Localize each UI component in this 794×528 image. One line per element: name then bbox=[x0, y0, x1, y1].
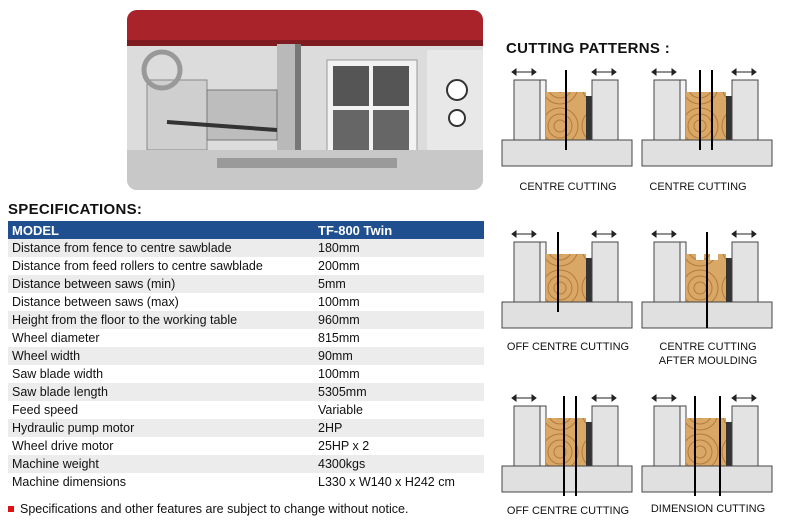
spec-value: 815mm bbox=[314, 329, 484, 347]
cutting-pattern-after-moulding bbox=[640, 228, 776, 332]
specifications-table bbox=[8, 221, 484, 491]
spec-row bbox=[8, 383, 484, 401]
spec-header-row bbox=[8, 221, 484, 239]
machine-photo bbox=[127, 10, 483, 190]
spec-value: 5305mm bbox=[314, 383, 484, 401]
spec-row bbox=[8, 401, 484, 419]
double-arrow-icon bbox=[512, 69, 616, 75]
spec-label: Hydraulic pump motor bbox=[8, 419, 314, 437]
spec-value: 2HP bbox=[314, 419, 484, 437]
spec-row bbox=[8, 419, 484, 437]
pattern-caption: CENTRE CUTTING AFTER MOULDING bbox=[658, 341, 758, 367]
spec-row bbox=[8, 275, 484, 293]
spec-row bbox=[8, 347, 484, 365]
spec-value: Variable bbox=[314, 401, 484, 419]
spec-value: 25HP x 2 bbox=[314, 437, 484, 455]
spec-row bbox=[8, 329, 484, 347]
spec-row bbox=[8, 239, 484, 257]
spec-value: 180mm bbox=[314, 239, 484, 257]
double-arrow-icon bbox=[652, 231, 756, 237]
spec-row bbox=[8, 311, 484, 329]
pattern-caption: OFF CENTRE CUTTING bbox=[506, 505, 630, 517]
cutting-patterns-title: CUTTING PATTERNS : bbox=[506, 40, 670, 57]
spec-value: 4300kgs bbox=[314, 455, 484, 473]
spec-value: 100mm bbox=[314, 293, 484, 311]
spec-label: Distance between saws (max) bbox=[8, 293, 314, 311]
spec-row bbox=[8, 293, 484, 311]
spec-label: Machine dimensions bbox=[8, 473, 314, 491]
spec-row bbox=[8, 473, 484, 491]
spec-value: 960mm bbox=[314, 311, 484, 329]
spec-value: L330 x W140 x H242 cm bbox=[314, 473, 484, 491]
spec-label: Distance from feed rollers to centre sawblade bbox=[8, 257, 314, 275]
spec-row bbox=[8, 437, 484, 455]
spec-header-label: MODEL bbox=[8, 221, 314, 239]
spec-label: Wheel drive motor bbox=[8, 437, 314, 455]
spec-label: Wheel width bbox=[8, 347, 314, 365]
spec-label: Saw blade width bbox=[8, 365, 314, 383]
spec-label: Distance between saws (min) bbox=[8, 275, 314, 293]
pattern-caption: CENTRE CUTTING bbox=[649, 181, 747, 193]
spec-label: Machine weight bbox=[8, 455, 314, 473]
pattern-caption: CENTRE CUTTING bbox=[519, 181, 617, 193]
spec-label: Feed speed bbox=[8, 401, 314, 419]
spec-header-value: TF-800 Twin bbox=[314, 221, 484, 239]
spec-row bbox=[8, 455, 484, 473]
disclaimer-text: Specifications and other features are subject to change without notice. bbox=[20, 502, 409, 516]
square-bullet-icon bbox=[8, 506, 14, 512]
cutting-pattern-off-centre-2 bbox=[500, 392, 636, 496]
spec-value: 5mm bbox=[314, 275, 484, 293]
specifications-title: SPECIFICATIONS: bbox=[8, 201, 143, 218]
spec-value: 90mm bbox=[314, 347, 484, 365]
cutting-pattern-centre-2 bbox=[640, 66, 776, 170]
spec-row bbox=[8, 257, 484, 275]
spec-value: 100mm bbox=[314, 365, 484, 383]
double-arrow-icon bbox=[652, 395, 756, 401]
disclaimer-note bbox=[8, 502, 408, 516]
spec-label: Saw blade length bbox=[8, 383, 314, 401]
double-arrow-icon bbox=[652, 69, 756, 75]
cutting-pattern-dimension bbox=[640, 392, 776, 496]
double-arrow-icon bbox=[512, 231, 616, 237]
spec-value: 200mm bbox=[314, 257, 484, 275]
pattern-caption: OFF CENTRE CUTTING bbox=[506, 341, 630, 353]
cutting-pattern-centre-1 bbox=[500, 66, 636, 170]
spec-label: Height from the floor to the working table bbox=[8, 311, 314, 329]
spec-row bbox=[8, 365, 484, 383]
spec-label: Distance from fence to centre sawblade bbox=[8, 239, 314, 257]
cutting-pattern-off-centre-1 bbox=[500, 228, 636, 332]
spec-label: Wheel diameter bbox=[8, 329, 314, 347]
pattern-caption: DIMENSION CUTTING bbox=[650, 503, 766, 515]
